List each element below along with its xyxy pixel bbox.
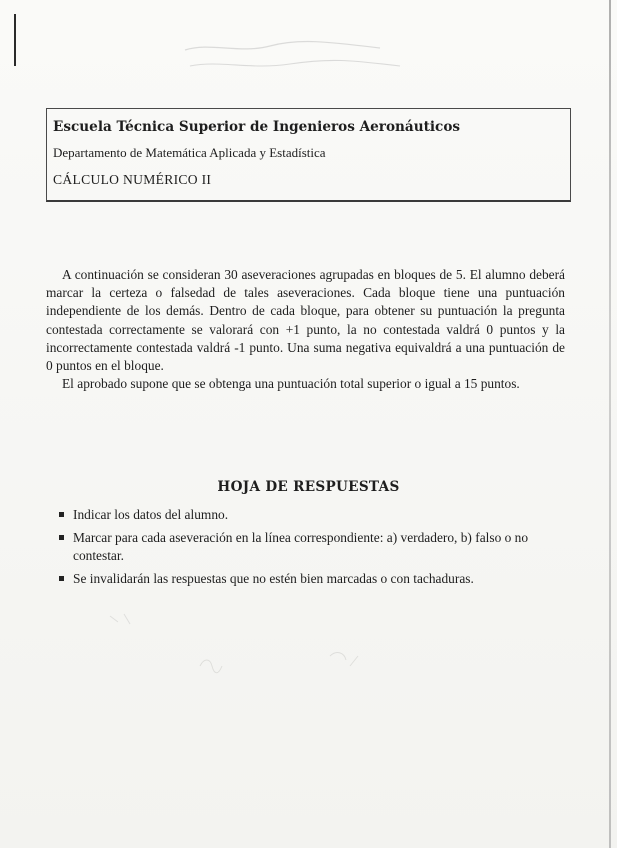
faint-pencil-marks — [90, 606, 390, 696]
scan-shadow-edge — [609, 0, 611, 848]
list-item — [58, 570, 564, 588]
school-name: Escuela Técnica Superior de Ingenieros Aeronáuticos — [53, 119, 461, 135]
bleed-through-scribble — [180, 36, 410, 76]
instructions-intro — [46, 266, 565, 393]
header-box — [46, 108, 571, 202]
list-item — [58, 529, 564, 565]
intro-paragraph-scoring: A continuación se consideran 30 aseveraciones agrupadas en bloques de 5. El alumno deberá marcar la certeza o falsedad de tales aseveraciones. Cada bloque tiene una puntuación independiente de los demás. Dentro de cada bloque, para obtener su puntuación la pregunta contestada correctamente se valorará con +1 punto, la no contestada valdrá 0 puntos y la incorrectamente contestada valdrá -1 punto. Una suma negativa equivaldrá a una puntuación de 0 puntos en el bloque. — [46, 267, 565, 374]
answer-instructions-list — [58, 506, 564, 593]
instruction-text: Se invalidarán las respuestas que no estén bien marcadas o con tachaduras. — [73, 571, 474, 586]
instruction-text: Marcar para cada aseveración en la línea correspondiente: a) verdadero, b) falso o no contestar. — [73, 530, 529, 563]
answer-sheet-title: HOJA DE RESPUESTAS — [217, 479, 400, 495]
square-bullet-icon — [59, 512, 64, 517]
square-bullet-icon — [59, 576, 64, 581]
square-bullet-icon — [59, 535, 64, 540]
scan-edge-mark — [14, 14, 16, 66]
instruction-text: Indicar los datos del alumno. — [73, 507, 229, 522]
list-item — [58, 506, 564, 524]
department-name: Departamento de Matemática Aplicada y Estadística — [53, 145, 326, 160]
intro-paragraph-passing: El aprobado supone que se obtenga una puntuación total superior o igual a 15 puntos. — [62, 376, 520, 392]
course-title: CÁLCULO NUMÉRICO II — [53, 172, 212, 187]
